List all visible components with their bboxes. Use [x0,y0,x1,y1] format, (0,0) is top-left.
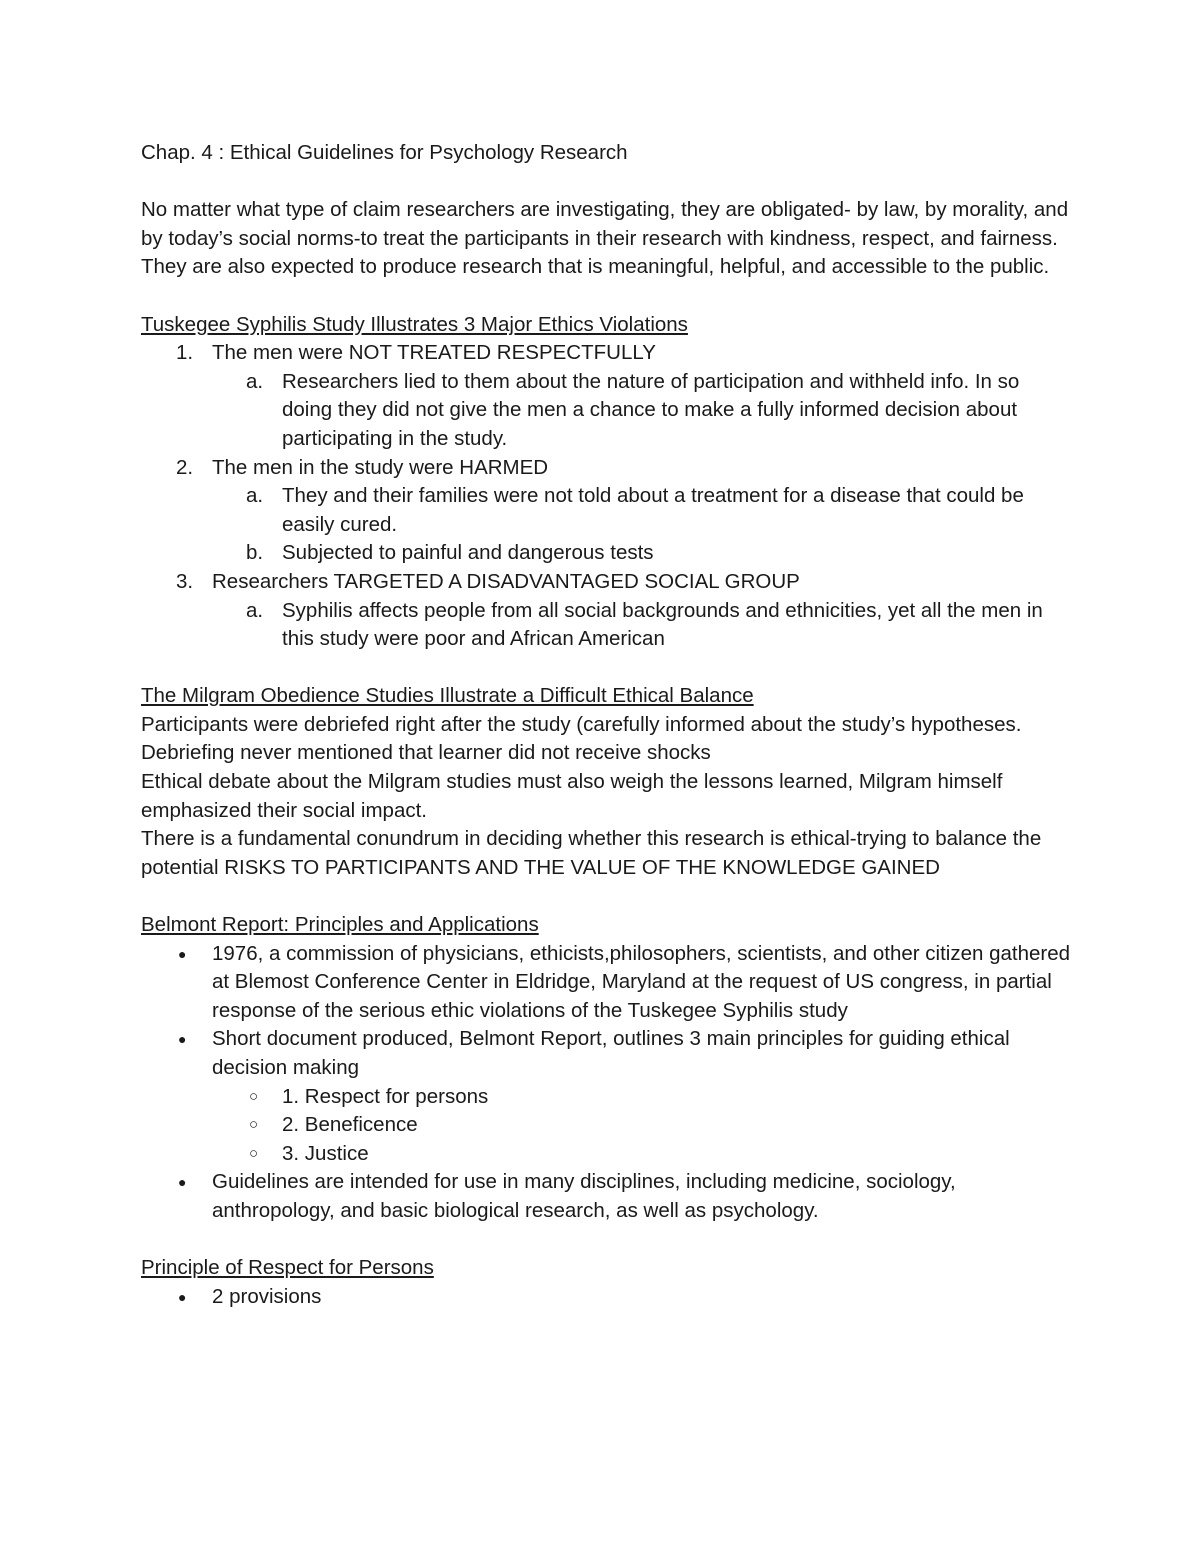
tuskegee-item-1 [141,339,1071,368]
belmont-bullet-1 [141,940,1071,1026]
bullet-icon: ● [178,945,187,962]
tuskegee-heading: Tuskegee Syphilis Study Illustrates 3 Major Ethics Violations [141,312,688,336]
tuskegee-item-2b [141,539,1071,568]
list-letter: a. [246,484,264,508]
blank-line [141,282,1071,311]
belmont-principle-2 [141,1111,1071,1140]
list-item-text: They and their families were not told about a treatment for a disease that could be easily cured. [282,484,1024,536]
tuskegee-item-2 [141,454,1071,483]
list-item-text: Researchers lied to them about the nature of participation and withheld info. In so doing they did not give the men a chance to make a fully informed decision about participating in the study. [282,369,1020,450]
blank-line [141,168,1071,197]
hollow-bullet-icon: ○ [249,1144,259,1162]
list-number: 2. [176,455,194,479]
milgram-paragraph: Participants were debriefed right after the study (carefully informed about the study’s hypotheses. [141,712,1022,736]
blank-line [141,882,1071,911]
belmont-bullet-3 [141,1168,1071,1225]
milgram-heading: The Milgram Obedience Studies Illustrate a Difficult Ethical Balance [141,684,754,708]
list-item-text: Researchers TARGETED A DISADVANTAGED SOCIAL GROUP [212,569,800,593]
tuskegee-item-2a [141,482,1071,539]
list-item-text: Subjected to painful and dangerous tests [282,541,654,565]
bullet-icon: ● [178,1174,187,1191]
belmont-principle-3 [141,1140,1071,1169]
list-item-text: 2. Beneficence [282,1113,418,1137]
intro-paragraph: No matter what type of claim researchers are investigating, they are obligated- by law, by morality, and by today’s social norms-to treat the participants in their research with kindness, respect, and fairness. They are also expected to produce research that is meaningful, helpful, and accessible to the public. [141,198,1069,279]
list-item-text: Syphilis affects people from all social backgrounds and ethnicities, yet all the men in this study were poor and African American [282,598,1043,651]
list-item-text: 2 provisions [212,1284,322,1308]
respect-bullet-1 [141,1283,1071,1312]
belmont-bullet-2 [141,1025,1071,1082]
list-letter: b. [246,541,264,565]
bullet-icon: ● [178,1288,187,1305]
list-item-text: Short document produced, Belmont Report, outlines 3 main principles for guiding ethical decision making [212,1027,1010,1079]
hollow-bullet-icon: ○ [249,1116,259,1134]
milgram-paragraph: Debriefing never mentioned that learner did not receive shocks [141,741,711,765]
belmont-heading: Belmont Report: Principles and Applications [141,913,539,937]
belmont-principle-1 [141,1083,1071,1112]
tuskegee-item-3 [141,568,1071,597]
hollow-bullet-icon: ○ [249,1087,259,1105]
list-number: 3. [176,569,194,593]
list-letter: a. [246,369,264,393]
milgram-paragraph: Ethical debate about the Milgram studies must also weigh the lessons learned, Milgram himself emphasized their social impact. [141,770,1003,822]
list-item-text: The men in the study were HARMED [212,455,549,479]
blank-line [141,654,1071,683]
bullet-icon: ● [178,1031,187,1048]
list-number: 1. [176,341,194,365]
tuskegee-item-1a [141,368,1071,454]
blank-line [141,1226,1071,1255]
document-body [141,139,1071,1311]
document-title: Chap. 4 : Ethical Guidelines for Psychology Research [141,141,628,164]
list-item-text: The men were NOT TREATED RESPECTFULLY [212,341,656,365]
list-item-text: 1. Respect for persons [282,1084,489,1108]
list-letter: a. [246,598,264,622]
list-item-text: 3. Justice [282,1141,369,1165]
tuskegee-item-3a [141,597,1071,654]
list-item-text: 1976, a commission of physicians, ethicists,philosophers, scientists, and other citizen gathered at Blemost Conference Center in Eldridge, Maryland at the request of US congress, in partial response of the serious ethic violations of the Tuskegee Syphilis study [212,941,1071,1022]
milgram-paragraph: There is a fundamental conundrum in deciding whether this research is ethical-trying to balance the potential RISKS TO PARTICIPANTS AND THE VALUE OF THE KNOWLEDGE GAINED [141,827,1042,879]
respect-heading: Principle of Respect for Persons [141,1256,434,1280]
list-item-text: Guidelines are intended for use in many disciplines, including medicine, sociology, anthropology, and basic biological research, as well as psychology. [212,1170,956,1222]
